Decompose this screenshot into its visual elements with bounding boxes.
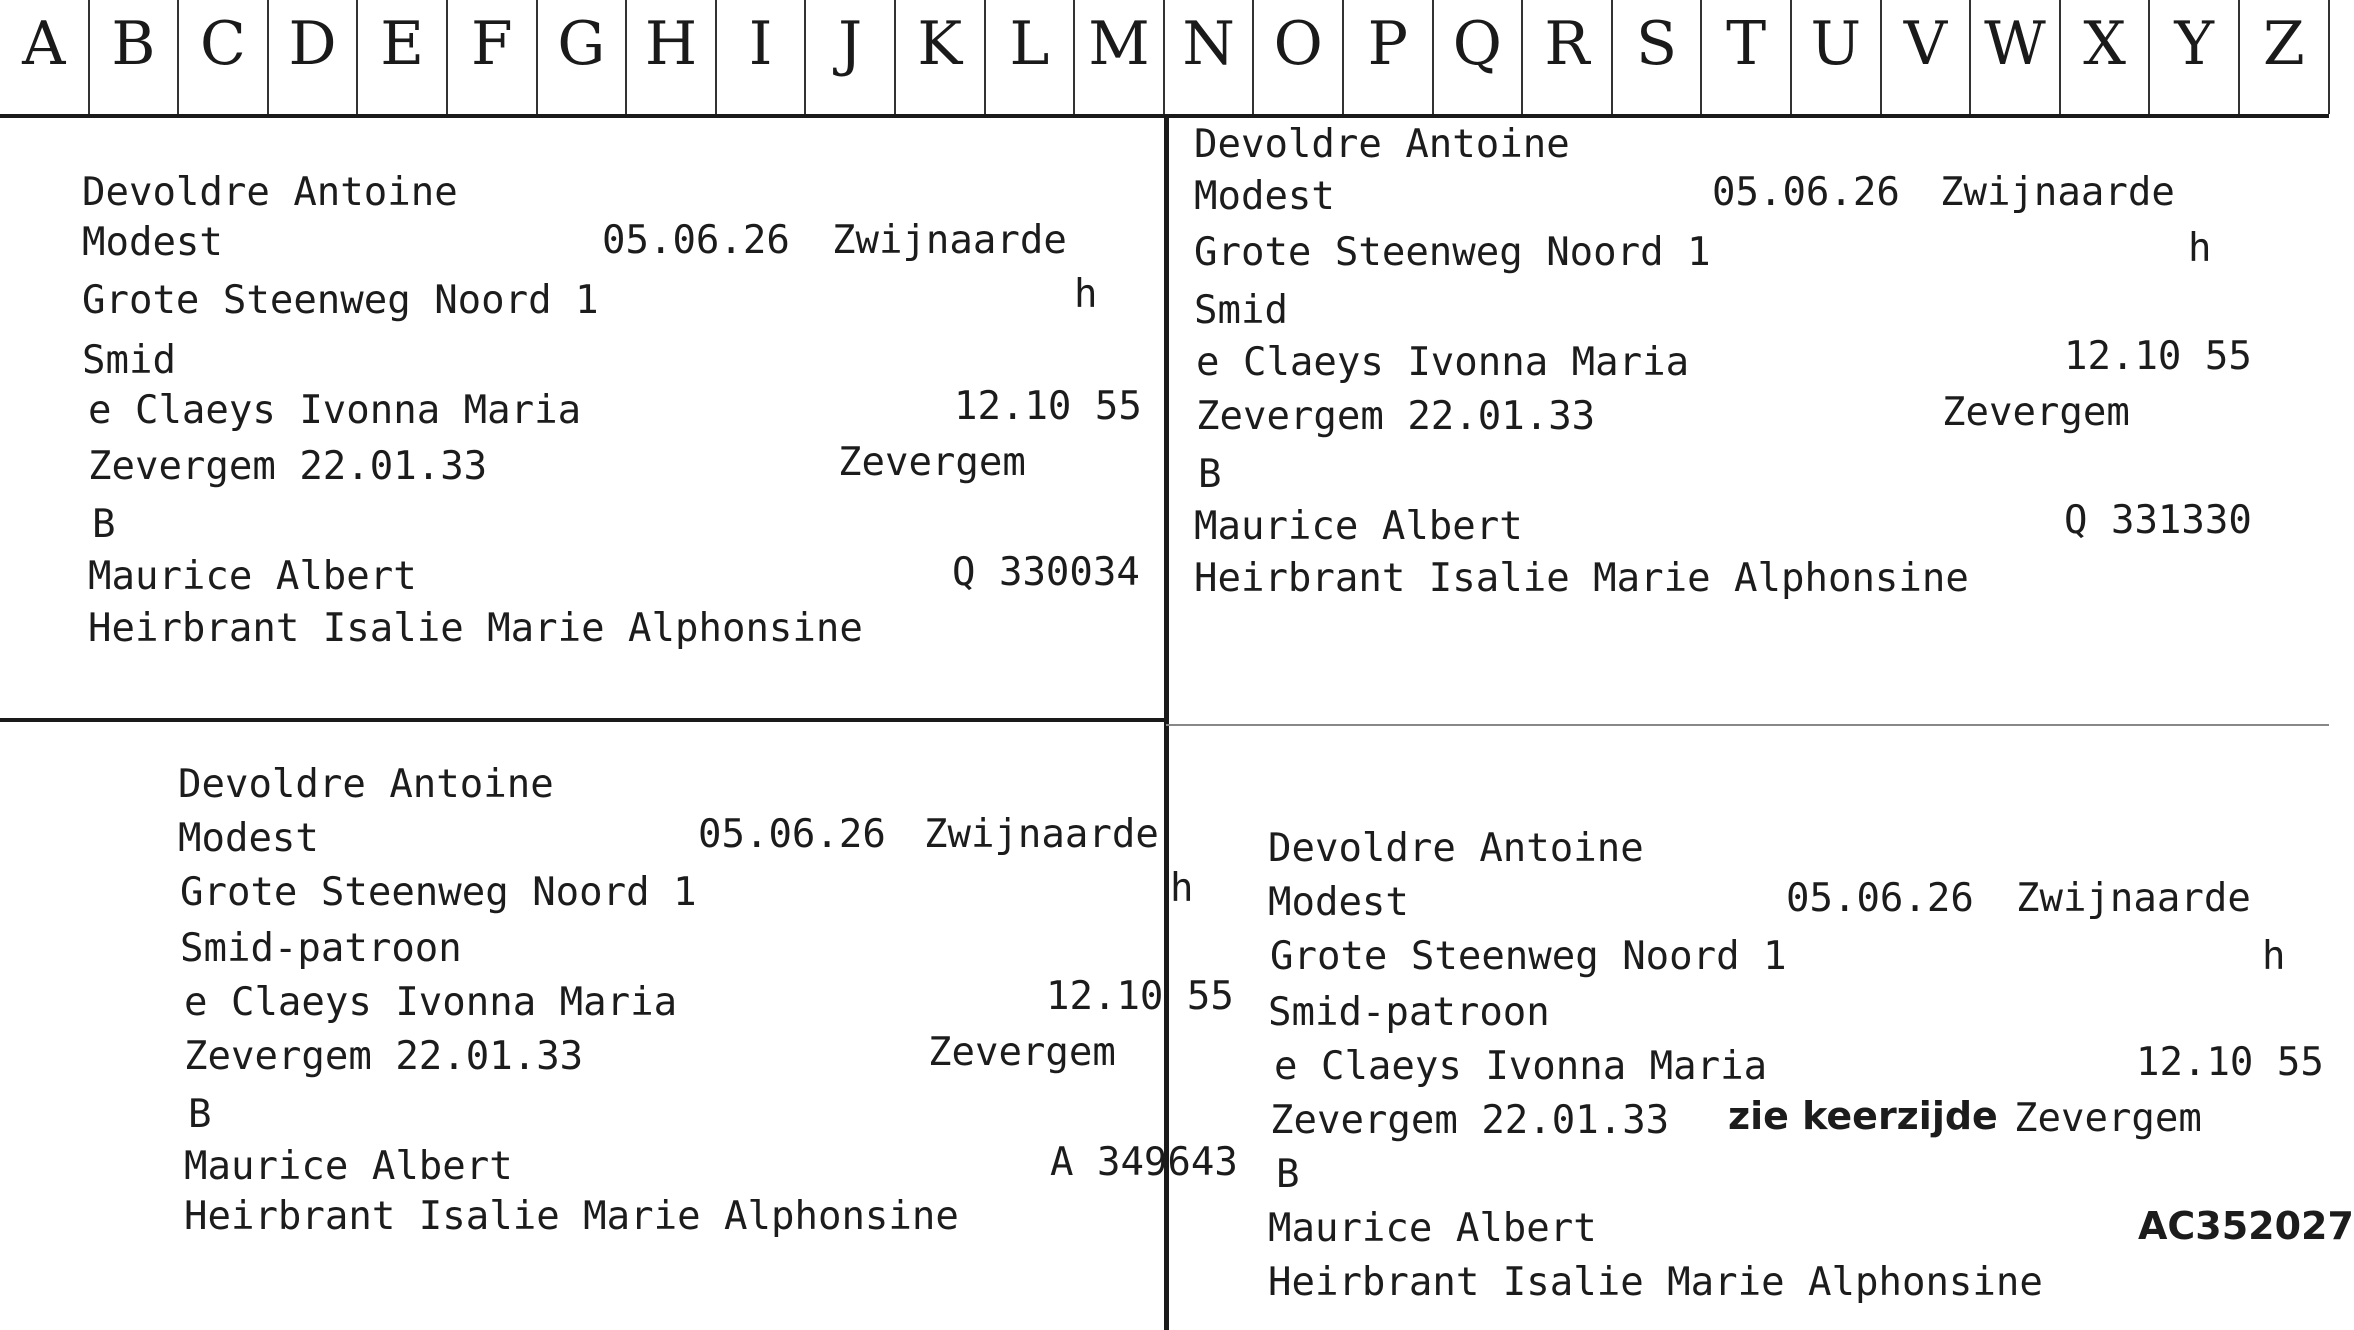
index-tab-w: W — [1971, 0, 2061, 114]
address: Grote Steenweg Noord 1 — [1270, 934, 1787, 979]
marriage-place: Zevergem — [2014, 1096, 2202, 1141]
index-tab-m: M — [1075, 0, 1165, 114]
birth-date: 05.06.26 — [1712, 170, 1900, 215]
marriage-place: Zevergem — [928, 1030, 1116, 1075]
status: B — [1198, 452, 1222, 497]
birth-date: 05.06.26 — [698, 812, 886, 857]
birth-place: Zwijnaarde — [832, 218, 1067, 263]
index-tab-d: D — [269, 0, 359, 114]
index-tab-p: P — [1344, 0, 1434, 114]
occupation: Smid — [1194, 288, 1288, 333]
status: B — [92, 502, 116, 547]
index-tab-x: X — [2061, 0, 2151, 114]
mother: Heirbrant Isalie Marie Alphonsine — [88, 606, 863, 651]
spouse-birth: Zevergem 22.01.33 — [1270, 1098, 1670, 1143]
index-tab-i: I — [717, 0, 807, 114]
index-tab-z: Z — [2240, 0, 2330, 114]
index-tab-a: A — [0, 0, 90, 114]
status: B — [1276, 1152, 1300, 1197]
marriage-date: 12.10 55 — [2136, 1040, 2324, 1085]
index-tab-n: N — [1165, 0, 1255, 114]
mother: Heirbrant Isalie Marie Alphonsine — [184, 1194, 959, 1239]
spouse-birth: Zevergem 22.01.33 — [88, 444, 488, 489]
marriage-place: Zevergem — [838, 440, 1026, 485]
firstname: Modest — [82, 220, 223, 265]
spouse: e Claeys Ivonna Maria — [88, 388, 582, 433]
firstname: Modest — [178, 816, 319, 861]
spouse: e Claeys Ivonna Maria — [1196, 340, 1690, 385]
index-tab-e: E — [358, 0, 448, 114]
firstname: Modest — [1268, 880, 1409, 925]
occupation: Smid-patroon — [1268, 990, 1550, 1035]
see-reverse-note: zie keerzijde — [1728, 1094, 1998, 1138]
index-tab-c: C — [179, 0, 269, 114]
address: Grote Steenweg Noord 1 — [1194, 230, 1711, 275]
father: Maurice Albert — [1268, 1206, 1597, 1251]
sex: h — [2262, 934, 2286, 979]
mother: Heirbrant Isalie Marie Alphonsine — [1268, 1260, 2043, 1305]
record-number: A 349643 — [1050, 1140, 1238, 1185]
marriage-place: Zevergem — [1942, 390, 2130, 435]
index-tab-q: Q — [1434, 0, 1524, 114]
record-number: AC352027 — [2138, 1204, 2354, 1248]
birth-place: Zwijnaarde — [2016, 876, 2251, 921]
index-tab-v: V — [1882, 0, 1972, 114]
surname: Devoldre Antoine — [1194, 122, 1570, 167]
birth-date: 05.06.26 — [1786, 876, 1974, 921]
index-tab-r: R — [1523, 0, 1613, 114]
spouse-birth: Zevergem 22.01.33 — [1196, 394, 1596, 439]
father: Maurice Albert — [184, 1144, 513, 1189]
index-tab-h: H — [627, 0, 717, 114]
sex: h — [2188, 226, 2212, 271]
horizontal-divider-right — [1166, 724, 2329, 726]
sex: h — [1170, 866, 1194, 911]
father: Maurice Albert — [88, 554, 417, 599]
spouse: e Claeys Ivonna Maria — [1274, 1044, 1768, 1089]
alphabet-index-strip — [0, 0, 2329, 118]
birth-place: Zwijnaarde — [1940, 170, 2175, 215]
firstname: Modest — [1194, 174, 1335, 219]
horizontal-divider-left — [0, 718, 1166, 722]
index-tab-o: O — [1254, 0, 1344, 114]
status: B — [188, 1092, 212, 1137]
spouse-birth: Zevergem 22.01.33 — [184, 1034, 584, 1079]
father: Maurice Albert — [1194, 504, 1523, 549]
surname: Devoldre Antoine — [178, 762, 554, 807]
index-tab-j: J — [806, 0, 896, 114]
record-number: Q 331330 — [2064, 498, 2252, 543]
record-number: Q 330034 — [952, 550, 1140, 595]
mother: Heirbrant Isalie Marie Alphonsine — [1194, 556, 1969, 601]
index-tab-u: U — [1792, 0, 1882, 114]
birth-date: 05.06.26 — [602, 218, 790, 263]
index-tab-k: K — [896, 0, 986, 114]
index-tab-t: T — [1702, 0, 1792, 114]
index-tab-s: S — [1613, 0, 1703, 114]
index-tab-g: G — [538, 0, 628, 114]
occupation: Smid — [82, 338, 176, 383]
address: Grote Steenweg Noord 1 — [180, 870, 697, 915]
surname: Devoldre Antoine — [1268, 826, 1644, 871]
marriage-date: 12.10 55 — [2064, 334, 2252, 379]
index-tab-b: B — [90, 0, 180, 114]
index-tab-f: F — [448, 0, 538, 114]
address: Grote Steenweg Noord 1 — [82, 278, 599, 323]
marriage-date: 12.10 55 — [954, 384, 1142, 429]
index-tab-y: Y — [2150, 0, 2240, 114]
index-tab-l: L — [986, 0, 1076, 114]
occupation: Smid-patroon — [180, 926, 462, 971]
birth-place: Zwijnaarde — [924, 812, 1159, 857]
marriage-date: 12.10 55 — [1046, 974, 1234, 1019]
sex: h — [1074, 272, 1098, 317]
surname: Devoldre Antoine — [82, 170, 458, 215]
spouse: e Claeys Ivonna Maria — [184, 980, 678, 1025]
